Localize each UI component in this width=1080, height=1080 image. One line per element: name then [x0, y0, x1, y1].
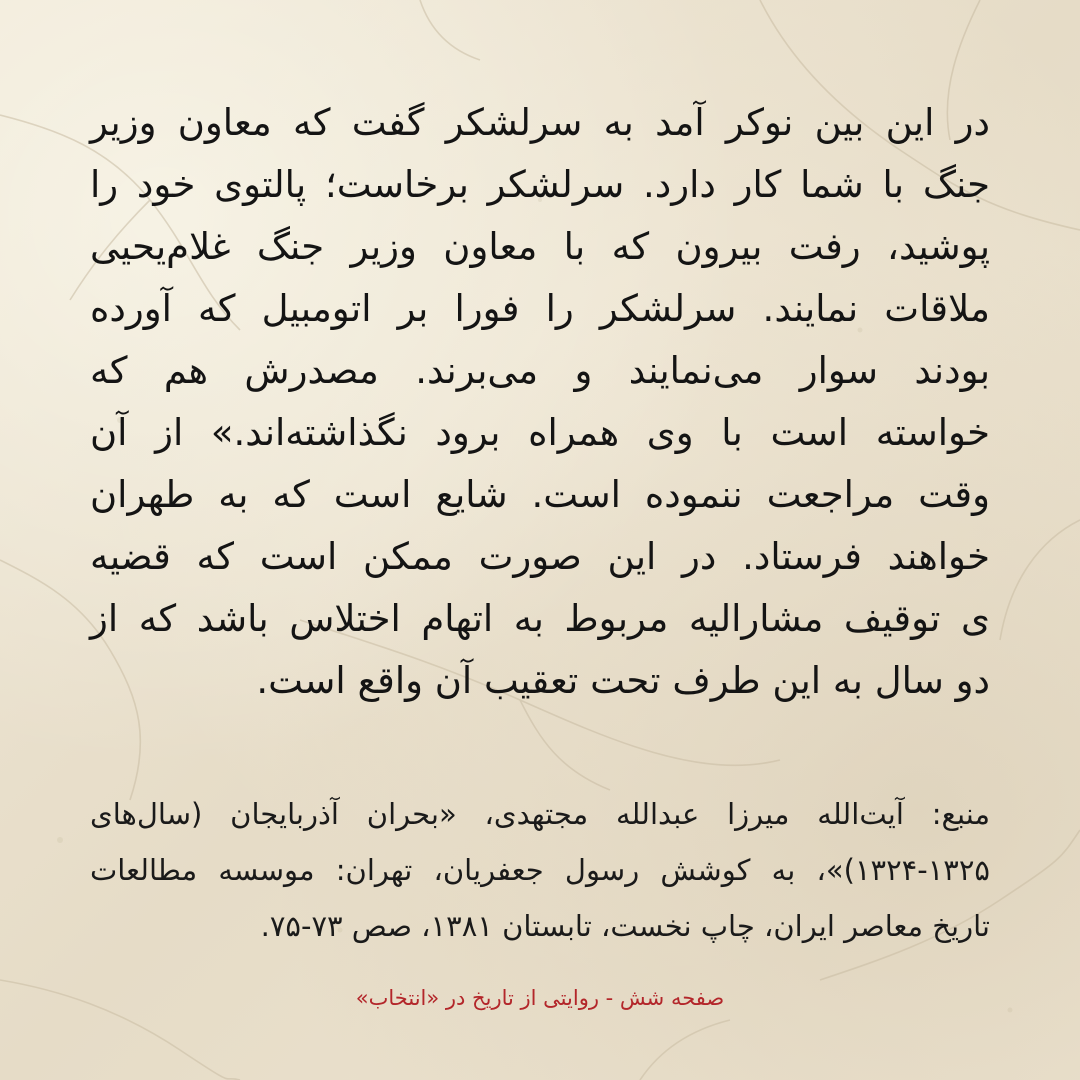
body-line: وقت مراجعت ننموده است. شایع است که به طهران: [90, 473, 990, 516]
body-line: خواسته است با وی همراه برود نگذاشته‌اند.» از آن: [90, 411, 990, 454]
page-footer: صفحه شش - روایتی از تاریخ در «انتخاب»: [355, 986, 725, 1010]
source-line: منبع: آیت‌الله میرزا عبدالله مجتهدی، «بحران آذربایجان (سال‌های: [90, 797, 990, 831]
source-citation: [90, 786, 990, 954]
source-line: ۱۳۲۴-۱۳۲۵)»، به کوشش رسول جعفریان، تهران: موسسه مطالعات: [90, 853, 990, 887]
body-line: در این بین نوکر آمد به سرلشکر گفت که معاون وزیر: [90, 101, 990, 144]
body-line: ی توقیف مشارالیه مربوط به اتهام اختلاس باشد که از: [90, 597, 990, 640]
body-line: پوشید، رفت بیرون که با معاون وزیر جنگ غلام‌یحیی: [90, 225, 990, 268]
body-line: بودند سوار می‌نمایند و می‌برند. مصدرش هم که: [90, 349, 990, 392]
source-line: تاریخ معاصر ایران، چاپ نخست، تابستان ۱۳۸۱، صص ۷۳-۷۵.: [260, 909, 990, 943]
body-line: خواهند فرستاد. در این صورت ممکن است که قضیه: [90, 535, 990, 578]
body-line: جنگ با شما کار دارد. سرلشکر برخاست؛ پالتوی خود را: [90, 163, 990, 206]
body-line: ملاقات نمایند. سرلشکر را فورا بر اتومبیل که آورده: [90, 287, 990, 330]
body-line: دو سال به این طرف تحت تعقیب آن واقع است.: [256, 659, 990, 702]
body-paragraph: [90, 92, 990, 712]
